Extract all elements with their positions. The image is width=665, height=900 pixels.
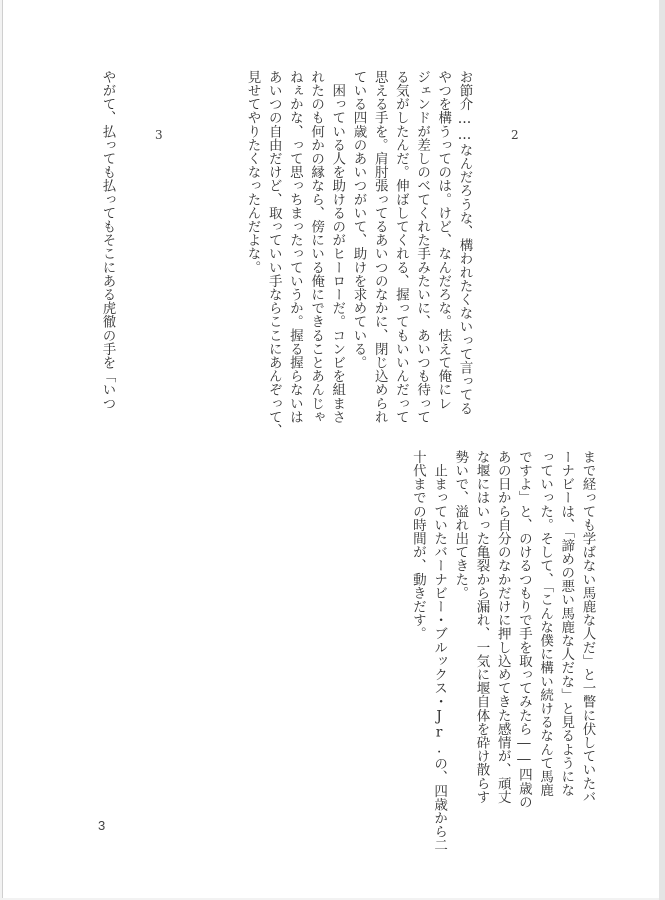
section-number-two: 2 [511,128,519,142]
text-column: まで経っても学ばない馬鹿な人だ」と一瞥に伏していたバ [579,450,596,804]
text-column: る気がしたんだ。伸ばしてくれる、握ってもいいんだって [392,70,409,424]
text-column: あの日から自分のなかだけに押し込めてきた感情が、頑丈 [494,450,511,804]
text-column: ーナビーは、「諦めの悪い馬鹿な人だな」と見るようにな [558,450,575,797]
text-column: 止まっていたバーナビー・ブルックス・Jr.の、四歳から二 [431,450,448,852]
text-column: っていった。そして、「こんな僕に構い続けるなんて馬鹿 [537,450,554,797]
page-number: 3 [98,818,106,833]
page-shadow [659,0,665,900]
section-number-three: 3 [155,128,163,142]
text-column: 見せてやりたくなったんだよな。 [244,70,261,274]
text-column: ている四歳のあいつがいて、助けを求めている。 [350,70,367,370]
text-column: 勢いで、溢れ出てきた。 [452,450,469,600]
text-column: 困っている人を助けるのがヒーローだ。コンビを組まさ [329,70,346,424]
text-column: ジェンドが差しのべてくれた手みたいに、あいつも待って [414,70,431,424]
text-column: やがて、払っても払ってもそこにある虎徹の手を「いつ [99,70,116,410]
text-column: お節介……なんだろうな、構われたくないって言ってる [456,70,473,415]
text-column: やつを構うってのは。けど、なんだろな。怯えて俺にレ [435,70,452,410]
text-column: あいつの自由だけど、取っていい手ならここにあんぞって、 [265,70,282,438]
text-column: 思える手を。肩肘張ってるあいつのなかに、閉じ込められ [371,70,388,424]
text-column: れたのも何かの縁なら、傍にいる俺にできることあんじゃ [308,70,325,424]
text-column: な堰にはいった亀裂から漏れ、一気に堰自体を砕け散らす [473,450,490,804]
text-column: ねぇかな、って思っちまったっていうか。握る握らないは [286,70,303,424]
text-column: ですよ」と、のけるつもりで手を取ってみたら――四歳の [515,450,532,809]
document-page [2,0,661,898]
text-column: 十代までの時間が、動きだす。 [409,450,426,641]
